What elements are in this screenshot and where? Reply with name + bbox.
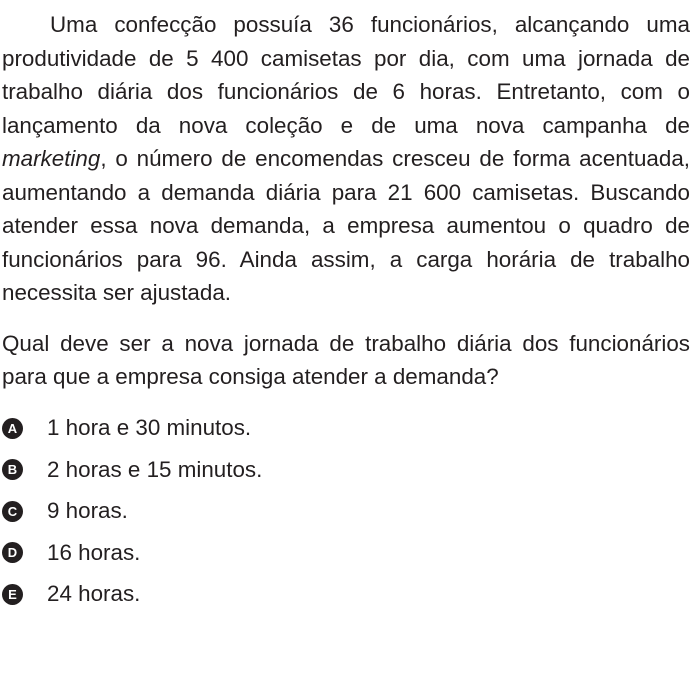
statement-italic-term: marketing [2,146,101,171]
option-letter-badge: A [2,418,23,439]
answer-options [2,408,690,616]
question-block [2,8,690,615]
option-text: 2 horas e 15 minutos. [47,456,263,482]
statement-text-2: , o número de encomendas cresceu de forma acentuada, aumentando a demanda diária para 21 600 camisetas. Buscando atender essa nova demanda, a empresa aumentou o quadro de funcionários para 96. Ainda assim, a carga horária de trabalho necessita ser ajustada. [2,146,690,305]
option-d[interactable] [2,532,690,574]
question-prompt: Qual deve ser a nova jornada de trabalho diária dos funcionários para que a empresa consiga atender a demanda? [2,330,690,389]
option-a[interactable] [2,408,690,450]
option-c[interactable] [2,491,690,533]
question-statement [2,8,690,310]
option-b[interactable] [2,449,690,491]
option-letter-badge: D [2,542,23,563]
option-text: 9 horas. [47,498,128,524]
option-letter-badge: B [2,459,23,480]
option-letter-badge: E [2,584,23,605]
statement-text-1: Uma confecção possuía 36 funcionários, alcançando uma produtividade de 5 400 camisetas por dia, com uma jornada de trabalho diária dos funcionários de 6 horas. Entretanto, com o lançamento da nova coleção e de uma nova campanha de [2,12,690,138]
option-e[interactable] [2,574,690,616]
option-text: 24 horas. [47,581,141,607]
option-text: 16 horas. [47,539,141,565]
option-letter-badge: C [2,501,23,522]
option-text: 1 hora e 30 minutos. [47,415,252,441]
